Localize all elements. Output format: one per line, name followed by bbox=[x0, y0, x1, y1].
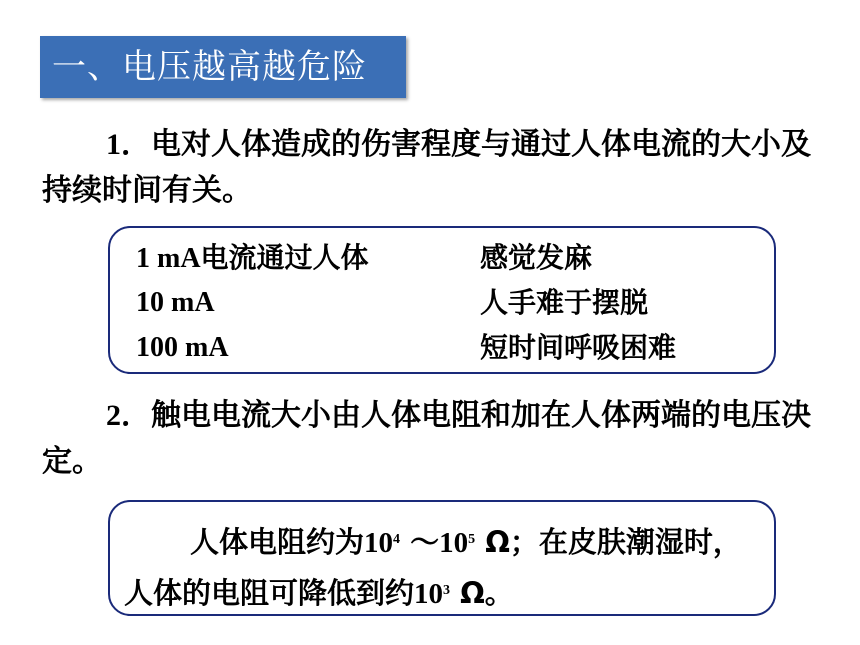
value-exponent: 5 bbox=[468, 532, 476, 547]
paragraph-1-number: 1． bbox=[106, 128, 151, 161]
current-value: 100 mA bbox=[136, 332, 229, 363]
resistance-note-text bbox=[124, 516, 764, 618]
value-base: 10 bbox=[439, 527, 469, 559]
note-part-3: Ω。 bbox=[450, 576, 514, 610]
current-amount: 1 mA bbox=[136, 243, 201, 274]
effect-text: 人手难于摆脱 bbox=[480, 286, 649, 319]
resistance-note-box bbox=[108, 500, 776, 616]
value-base: 10 bbox=[364, 527, 394, 559]
paragraph-2-text: 触电电流大小由人体电阻和加在人体两端的电压决定。 bbox=[42, 398, 811, 479]
current-value: 10 mA bbox=[136, 287, 215, 318]
paragraph-1-text: 电对人体造成的伤害程度与通过人体电流的大小及持续时间有关。 bbox=[42, 127, 811, 208]
current-value bbox=[136, 236, 369, 281]
note-part-1: 人体电阻约为 bbox=[190, 525, 365, 559]
effect-text: 短时间呼吸困难 bbox=[480, 331, 677, 364]
value-exponent: 3 bbox=[443, 583, 451, 598]
paragraph-2 bbox=[42, 393, 817, 485]
current-suffix: 电流通过人体 bbox=[200, 241, 369, 274]
current-effects-box bbox=[108, 226, 776, 374]
section-title: 一、电压越高越危险 bbox=[40, 36, 406, 98]
effect-text: 感觉发麻 bbox=[480, 241, 593, 274]
paragraph-2-number: 2． bbox=[106, 399, 151, 432]
value-exponent: 4 bbox=[393, 532, 401, 547]
range-separator: ～ bbox=[400, 525, 440, 559]
paragraph-1 bbox=[42, 122, 817, 214]
note-part-2: Ω；在皮肤潮湿时，人体的电阻可降低到约 bbox=[124, 525, 742, 610]
value-base: 10 bbox=[414, 578, 444, 610]
